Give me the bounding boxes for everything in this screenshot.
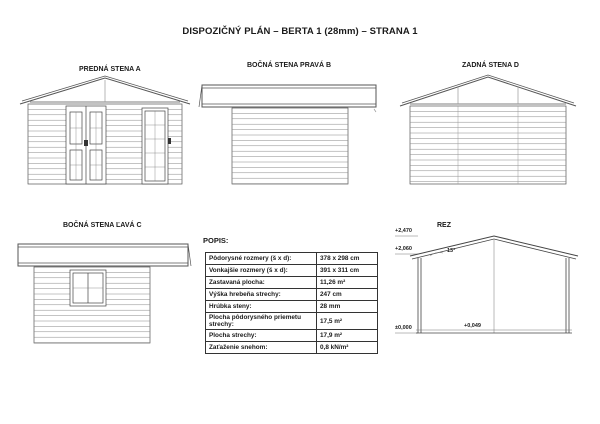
front-wall-label: PREDNÁ STENA A bbox=[79, 66, 141, 73]
spec-value: 17,9 m² bbox=[317, 330, 378, 342]
ridge-height-label: +2,470 bbox=[395, 228, 412, 234]
spec-value: 28 mm bbox=[317, 301, 378, 313]
spec-label: Výška hrebeňa strechy: bbox=[206, 289, 317, 301]
popis-heading: POPIS: bbox=[203, 236, 229, 245]
spec-label: Hrúbka steny: bbox=[206, 301, 317, 313]
section-title: REZ bbox=[437, 222, 451, 229]
right-wall-label: BOČNÁ STENA PRAVÁ B bbox=[247, 62, 332, 69]
spec-value: 17,5 m² bbox=[317, 313, 378, 330]
spec-label: Plocha strechy: bbox=[206, 330, 317, 342]
floor-level-label: +0,049 bbox=[464, 323, 481, 329]
spec-label: Vonkajšie rozmery (š x d): bbox=[206, 265, 317, 277]
spec-label: Zastavaná plocha: bbox=[206, 277, 317, 289]
back-wall-label: ZADNÁ STENA D bbox=[462, 62, 519, 69]
spec-label: Zaťaženie snehom: bbox=[206, 342, 317, 354]
roof-angle-label: 13° bbox=[447, 248, 456, 254]
ground-level-label: ±0,000 bbox=[395, 325, 412, 331]
left-wall-label: BOČNÁ STENA ĽAVÁ C bbox=[63, 222, 142, 229]
spec-value: 11,26 m² bbox=[317, 277, 378, 289]
eave-height-label: +2,060 bbox=[395, 246, 412, 252]
spec-value: 391 x 311 cm bbox=[317, 265, 378, 277]
spec-label: Plocha pôdorysného priemetu strechy: bbox=[206, 313, 317, 330]
page-title: DISPOZIČNÝ PLÁN – BERTA 1 (28mm) – STRANA 1 bbox=[182, 26, 418, 37]
spec-label: Pôdorysné rozmery (š x d): bbox=[206, 253, 317, 265]
spec-value: 0,8 kN/m² bbox=[317, 342, 378, 354]
spec-value: 247 cm bbox=[317, 289, 378, 301]
spec-value: 378 x 298 cm bbox=[317, 253, 378, 265]
